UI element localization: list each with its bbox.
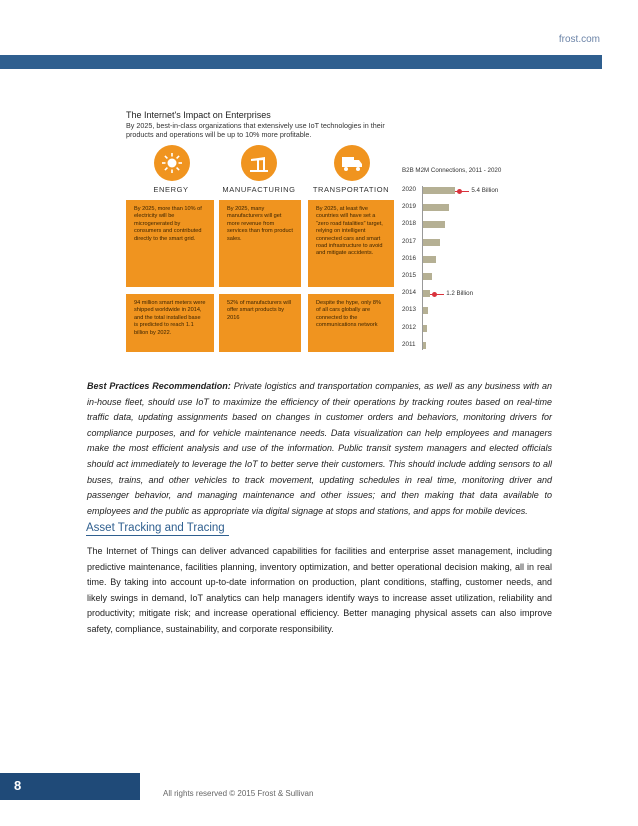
col-label-transportation: TRANSPORTATION (312, 185, 390, 194)
chart-title: B2B M2M Connections, 2011 - 2020 (402, 167, 502, 174)
transportation-top-box: By 2025, at least five countries will have set a “zero road fatalities” target, relying on intelligent connected cars and smart road infrastructure to avoid and mitigate accidents. (308, 200, 394, 287)
bar-2013 (423, 307, 428, 314)
bar-2016 (423, 256, 436, 263)
oil-pump-icon (241, 145, 277, 181)
energy-icon (154, 145, 190, 181)
year-label-2013: 2013 (402, 306, 417, 314)
copyright: All rights reserved © 2015 Frost & Sullivan (163, 789, 314, 798)
year-label-2015: 2015 (402, 272, 417, 279)
col-label-manufacturing: MANUFACTURING (222, 185, 296, 194)
year-label-2016: 2016 (402, 254, 417, 262)
manufacturing-bottom-box: 52% of manufacturers will offer smart products by 2016 (219, 294, 301, 352)
infographic-title: The Internet's Impact on Enterprises (126, 110, 271, 120)
bar-2018 (423, 221, 445, 228)
page-number-box (0, 773, 140, 800)
year-label-2020: 2020 (402, 186, 417, 193)
year-label-2019: 2019 (402, 203, 417, 211)
bar-2014 (423, 290, 430, 297)
year-label-2017: 2017 (402, 237, 417, 245)
infographic-subtitle: By 2025, best-in-class organizations that extensively use IoT technologies in their products and operations will be up to 10% more profitable. (126, 121, 385, 139)
bar-2017 (423, 239, 440, 246)
page-number: 8 (14, 778, 22, 793)
bar-2015 (423, 273, 432, 280)
bar-2012 (423, 325, 427, 332)
callout-dot-2014 (432, 292, 437, 297)
section-paragraph: The Internet of Things can deliver advanced capabilities for facilities and enterprise asset management, including predictive maintenance, facilities planning, inventory optimization, and better operational decision making, all in real time. By taking into account up-to-date information on production, plant conditions, staffing, customer needs, and likely swings in demand, IoT analytics can help managers identify ways to increase asset utilization, reliability and productivity; mitigate risk; and increase operational efficiency. Better managing physical assets can also improve safety, compliance, sustainability, and corporate responsibility. (87, 546, 552, 634)
transportation-bottom-box: Despite the hype, only 8% of all cars globally are connected to the communications network (308, 294, 394, 352)
callout-label-2020: 5.4 Billion (471, 186, 499, 194)
best-practices-paragraph (87, 379, 552, 519)
manufacturing-top-box: By 2025, many manufacturers will get more revenue from services than from product sales. (219, 200, 301, 287)
bar-2020 (423, 187, 455, 194)
callout-dot-2020 (457, 189, 462, 194)
energy-bottom-box: 94 million smart meters were shipped worldwide in 2014, and the total installed base is predicted to reach 1.1 billion by 2022. (126, 294, 214, 352)
callout-label-2014: 1.2 Billion (446, 289, 474, 297)
section-heading: Asset Tracking and Tracing (86, 522, 229, 536)
truck-icon (334, 145, 370, 181)
year-label-2012: 2012 (402, 323, 417, 331)
site-url: frost.com (558, 34, 600, 45)
energy-top-box: By 2025, more than 10% of electricity will be microgenerated by consumers and contributed directly to the smart grid. (126, 200, 214, 287)
bar-2019 (423, 204, 449, 211)
best-practices-text: Private logistics and transportation companies, as well as any business with an in-house fleet, should use IoT to maximize the efficiency of their operations by tracking routes based on real-time traffic data, updating assignments based on changes in customer orders and behaviors, monitoring drivers for compliance purposes, and for vehicle maintenance needs. Data visualization can help employees and managers make the most efficient analysis and use of the information. Public transit system managers and elected officials should act immediately to leverage the IoT to better serve their customers. This should include adding sensors to all buses, trains, and other vehicles to track movement, updating schedules in real time, monitoring driver and passenger behavior, and managing maintenance and other issues; and then making that data available to employees and the public as appropriate via digital signage at stops and stations, and apps for mobile devices. (87, 381, 553, 516)
year-label-2014: 2014 (402, 289, 417, 297)
col-label-energy: ENERGY (153, 185, 189, 194)
best-practices-title: Best Practices Recommendation: (87, 381, 231, 391)
bar-2011 (423, 342, 426, 349)
year-label-2018: 2018 (402, 220, 417, 228)
year-label-2011: 2011 (402, 340, 416, 348)
header-bar (0, 55, 602, 69)
